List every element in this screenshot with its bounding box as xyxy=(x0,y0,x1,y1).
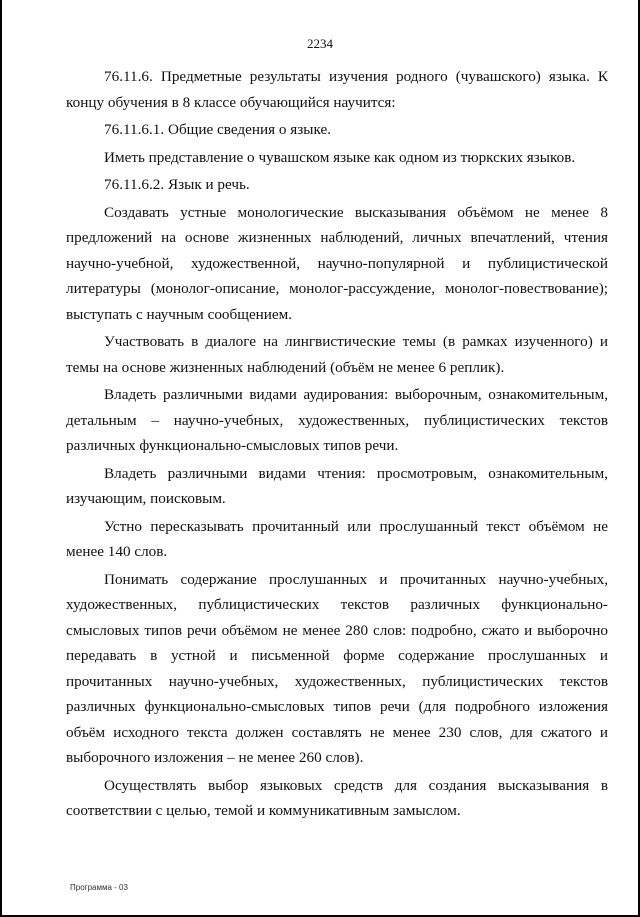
paragraph: Устно пересказывать прочитанный или прослушанный текст объёмом не менее 140 слов. xyxy=(66,517,608,560)
paragraph: Осуществлять выбор языковых средств для создания высказывания в соответствии с целью, темой и коммуникативным замыслом. xyxy=(66,776,608,819)
document-body xyxy=(66,64,608,826)
paragraph: Создавать устные монологические высказывания объёмом не менее 8 предложений на основе жизненных наблюдений, личных впечатлений, чтения научно-учебной, художественной, научно-популярной и публицистической литературы (монолог-описание, монолог-рассуждение, монолог-повествование); выступать с научным сообщением. xyxy=(66,203,608,323)
section-heading-76-11-6: 76.11.6. Предметные результаты изучения родного (чувашского) языка. К концу обучения в 8 классе обучающийся научится: xyxy=(66,68,608,111)
paragraph: Владеть различными видами чтения: просмотровым, ознакомительным, изучающим, поисковым. xyxy=(66,464,608,507)
paragraph: Понимать содержание прослушанных и прочитанных научно-учебных, художественных, публицистических текстов различных функционально-смысловых типов речи объёмом не менее 280 слов: подробно, сжато и выборочно передавать в устной и письменной форме содержание прослушанных и прочитанных научно-учебных, художественных, публицистических текстов различных функционально-смысловых типов речи (для подробного изложения объём исходного текста должен составлять не менее 230 слов, для сжатого и выборочного изложения – не менее 260 слов). xyxy=(66,570,608,766)
page-footer: Программа - 03 xyxy=(70,883,128,892)
page-number: 2234 xyxy=(307,36,333,51)
paragraph: Участвовать в диалоге на лингвистические темы (в рамках изученного) и темы на основе жизненных наблюдений (объём не менее 6 реплик). xyxy=(66,333,608,376)
paragraph: Иметь представление о чувашском языке как одном из тюркских языков. xyxy=(104,148,576,166)
scan-edge-left xyxy=(0,0,2,917)
subsection-heading-76-11-6-2: 76.11.6.2. Язык и речь. xyxy=(104,176,250,193)
subsection-heading-76-11-6-1: 76.11.6.1. Общие сведения о языке. xyxy=(104,121,332,138)
paragraph: Владеть различными видами аудирования: выборочным, ознакомительным, детальным – научно-учебных, художественных, публицистических текстов различных функционально-смысловых типов речи. xyxy=(66,386,608,454)
